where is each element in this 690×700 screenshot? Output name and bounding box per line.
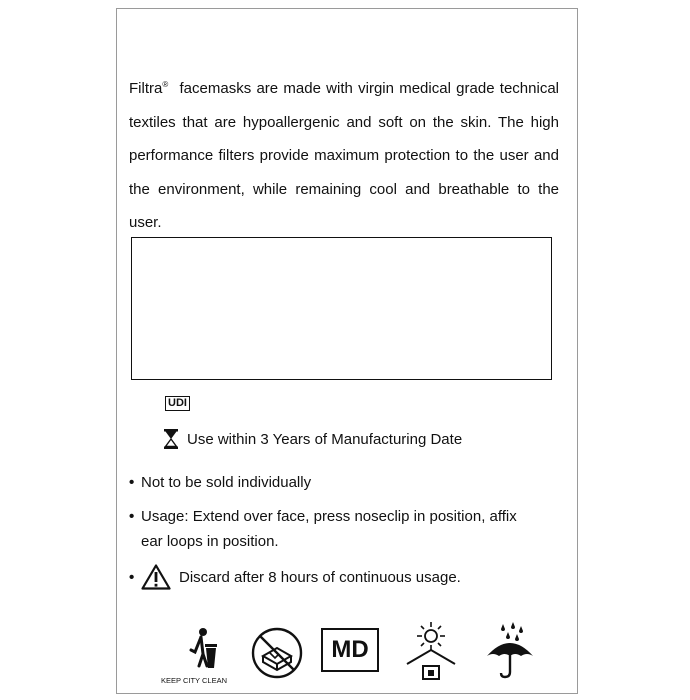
bullet-text-continued: ear loops in position.: [141, 533, 279, 550]
intro-paragraph: [129, 68, 559, 240]
udi-label: UDI: [165, 396, 190, 411]
registered-mark: ®: [162, 80, 169, 89]
bullet-text: Discard after 8 hours of continuous usage.: [179, 568, 461, 586]
intro-text: facemasks are made with virgin medical grade technical textiles that are hypoallergenic and soft on the skin. The high performance filters provide maximum protection to the user and the environment, while remaining cool and breathable to the user.: [129, 80, 559, 231]
bullet-item-discard: • Discard after 8 hours of continuous usage.: [129, 564, 569, 590]
brand-name: Filtra®: [129, 80, 169, 97]
bullet-text: Not to be sold individually: [141, 474, 312, 491]
leaflet-card: [116, 8, 578, 694]
md-label: MD: [331, 636, 369, 663]
keep-city-clean-symbol: [161, 626, 251, 688]
bullet-text: Usage: Extend over face, press noseclip in position, affix: [141, 508, 517, 525]
keep-away-sunlight-icon: [401, 618, 461, 682]
keep-dry-icon: [483, 620, 537, 680]
expiry-line: [163, 429, 462, 449]
bullet-item-usage: • Usage: Extend over face, press noseclip in position, affix ear loops in position.: [129, 504, 569, 554]
trash-bin-icon: [161, 626, 251, 674]
bullet-item-not-sold: • Not to be sold individually: [129, 474, 312, 491]
warning-triangle-icon: [141, 564, 171, 590]
expiry-text: Use within 3 Years of Manufacturing Date: [187, 430, 463, 448]
hourglass-icon: [163, 429, 179, 449]
medical-device-icon: [321, 628, 379, 672]
udi-barcode-box: [131, 237, 552, 380]
no-damaged-package-icon: [249, 626, 305, 680]
symbols-row: [161, 626, 541, 686]
keep-city-clean-label: KEEP CITY CLEAN: [161, 676, 227, 685]
